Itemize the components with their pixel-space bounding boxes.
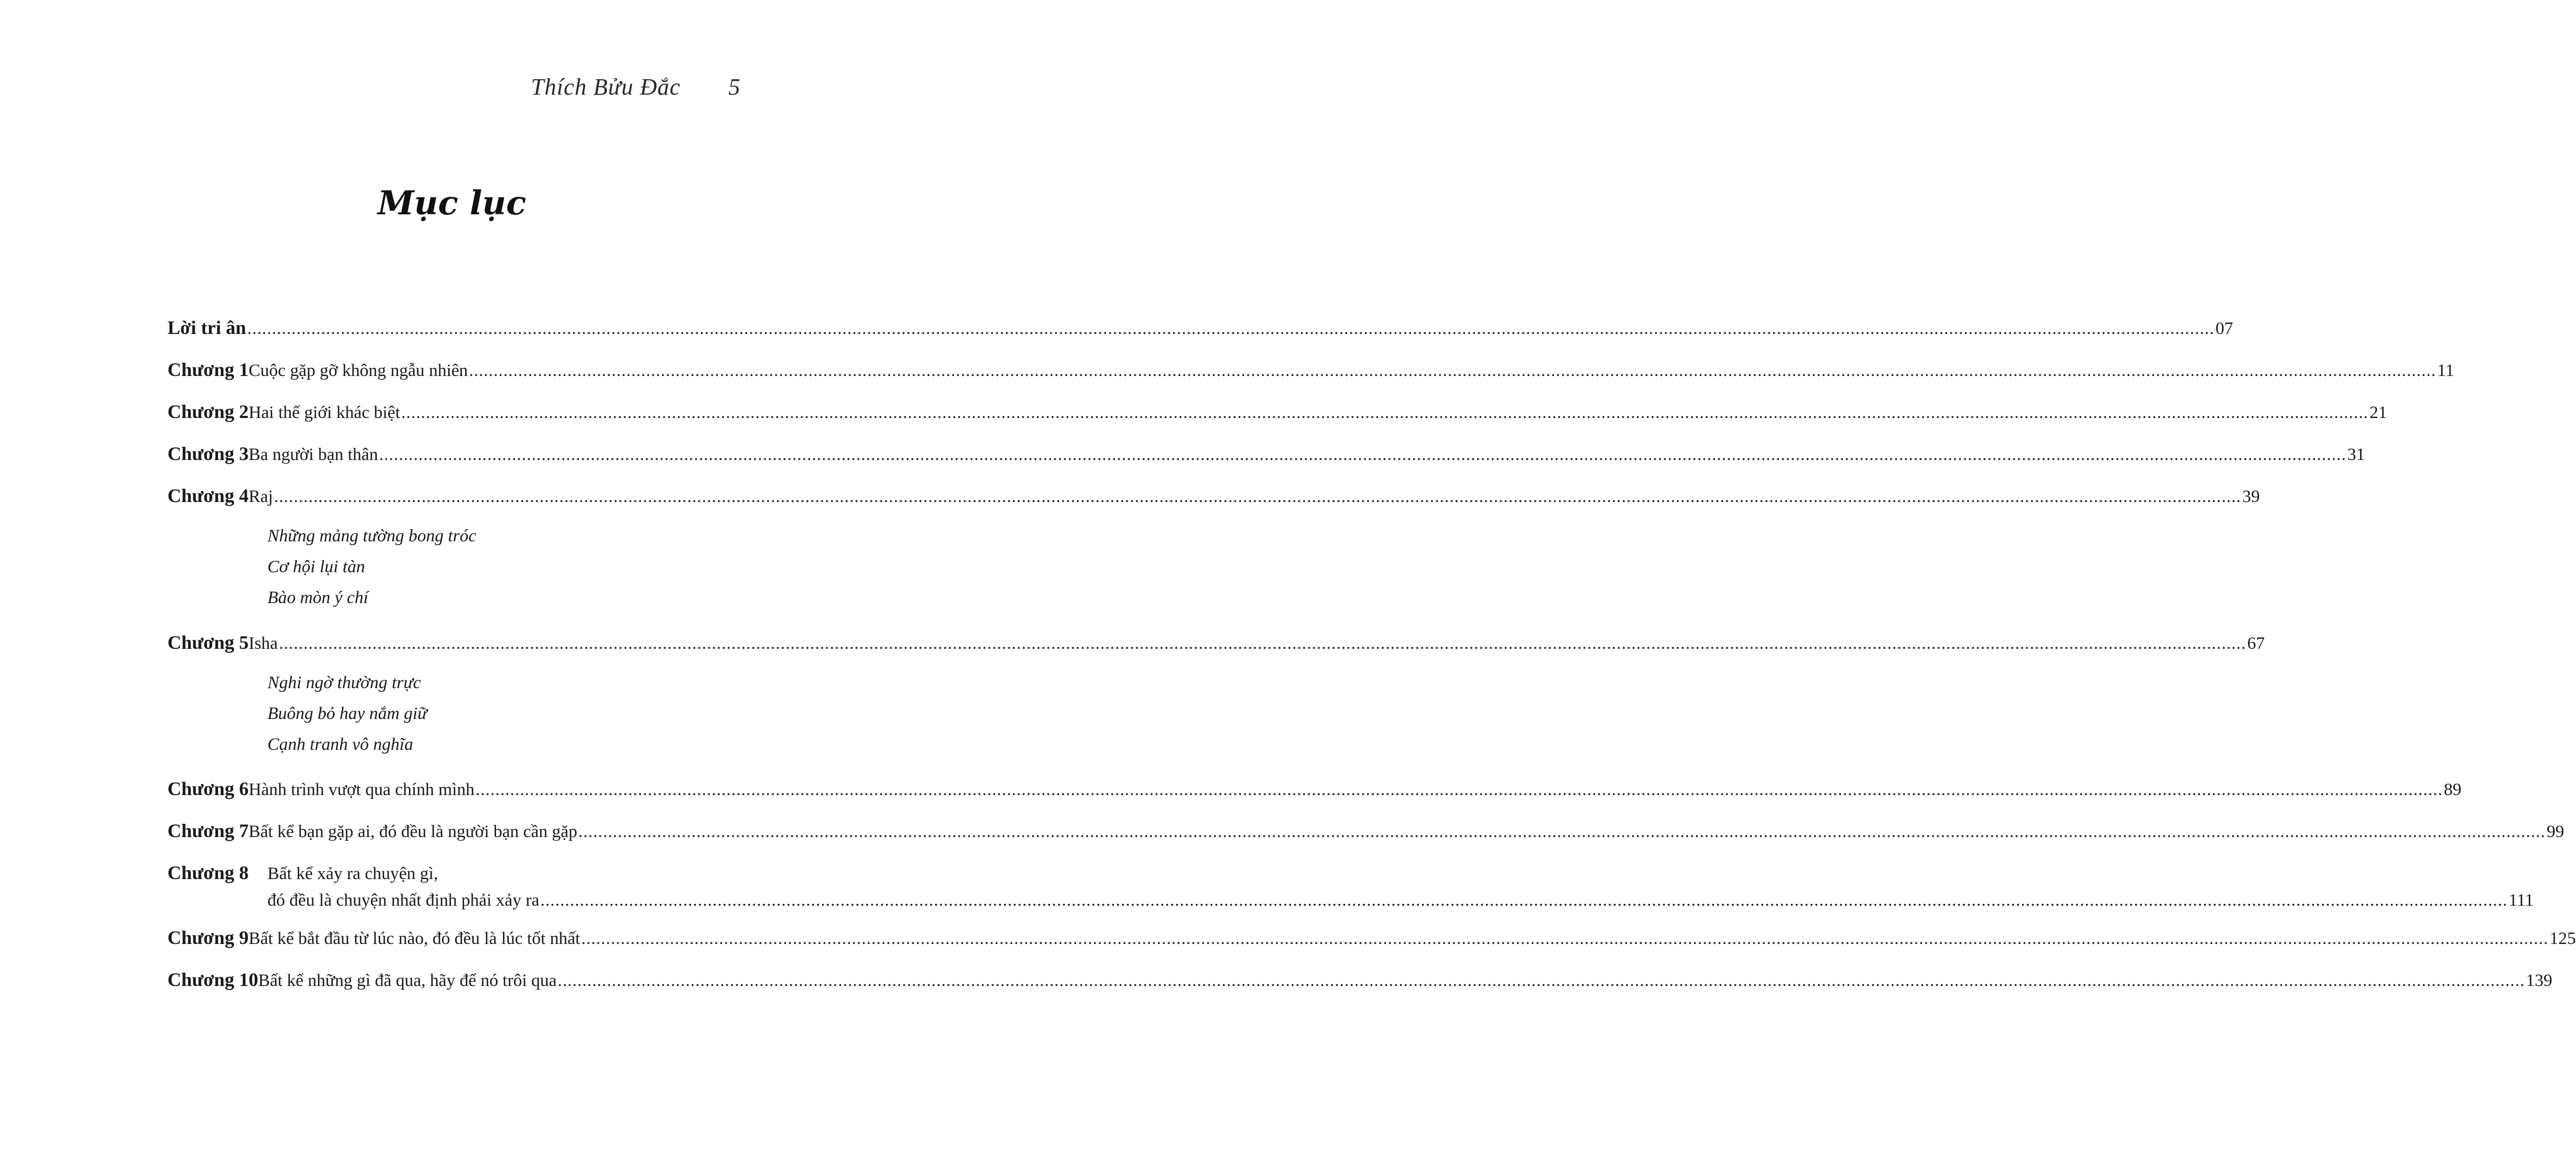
toc-entry-label: Chương 3: [167, 443, 249, 464]
toc-entry-title: Bất kể xảy ra chuyện gì,: [267, 864, 438, 883]
toc-subsection: Cạnh tranh vô nghĩa: [267, 735, 414, 754]
header-author: Thích Bửu Đắc: [531, 74, 681, 100]
toc-entry: [167, 358, 2454, 387]
toc-entry-page: 11: [2437, 361, 2454, 380]
toc-entry-title: Hai thế giới khác biệt: [248, 403, 400, 422]
dot-leader: ................................................................................................................................................................................................................................................................................................................................................................................................................: [279, 634, 2246, 653]
page-title: Mục lục: [377, 183, 526, 222]
toc-entry-title: Hành trình vượt qua chính mình: [248, 780, 475, 799]
toc-entry-page: 67: [2247, 634, 2265, 653]
dot-leader: ................................................................................................................................................................................................................................................................................................................................................................................................................: [401, 403, 2369, 422]
toc-entry-label: Chương 4: [167, 485, 249, 506]
dot-leader: ................................................................................................................................................................................................................................................................................................................................................................................................................: [540, 891, 2508, 910]
toc-entry: [167, 778, 2462, 806]
toc-entry-title-continued: đó đều là chuyện nhất định phải xảy ra: [267, 891, 540, 910]
toc-entry-title: Ba người bạn thân: [248, 445, 378, 464]
toc-entry: [167, 820, 2564, 848]
toc-entry-title: Bất kể bạn gặp ai, đó đều là người bạn cần gặp: [248, 822, 577, 841]
toc-subsection: Những mảng tường bong tróc: [267, 526, 476, 546]
toc-entry-label: Chương 10: [167, 969, 258, 990]
toc-entry-page: 07: [2215, 319, 2233, 338]
toc-entry-label: Chương 9: [167, 927, 249, 948]
toc-entry-title: Bất kể những gì đã qua, hãy để nó trôi qua: [258, 971, 557, 990]
toc-entry-page: 31: [2347, 445, 2365, 464]
toc-entry: [167, 631, 2265, 660]
toc-entry-label: Chương 2: [167, 401, 249, 422]
dot-leader: ................................................................................................................................................................................................................................................................................................................................................................................................................: [581, 929, 2549, 948]
toc-entry-label: Lời tri ân: [167, 317, 246, 338]
toc-entry-page: 125: [2549, 929, 2576, 948]
toc-entry-page: 99: [2546, 822, 2564, 841]
toc-entry-title: Cuộc gặp gỡ không ngẫu nhiên: [248, 361, 468, 380]
dot-leader: ................................................................................................................................................................................................................................................................................................................................................................................................................: [379, 445, 2346, 464]
toc-entry: [167, 862, 740, 890]
toc-entry-page: 139: [2525, 971, 2553, 990]
toc-subsection: Nghi ngờ thường trực: [267, 673, 421, 692]
toc-entry: [167, 484, 2260, 513]
dot-leader: ................................................................................................................................................................................................................................................................................................................................................................................................................: [578, 822, 2546, 841]
dot-leader: ................................................................................................................................................................................................................................................................................................................................................................................................................: [469, 361, 2437, 380]
toc-subsection: Buông bỏ hay nắm giữ: [267, 704, 427, 723]
dot-leader: ................................................................................................................................................................................................................................................................................................................................................................................................................: [247, 319, 2214, 338]
toc-entry-label: Chương 6: [167, 778, 249, 799]
toc-entry-page: 21: [2369, 403, 2387, 422]
dot-leader: ................................................................................................................................................................................................................................................................................................................................................................................................................: [475, 780, 2443, 799]
toc-subsection: Bào mòn ý chí: [267, 588, 368, 607]
toc-entry-title: Raj: [248, 487, 273, 506]
toc-entry-title: Bất kể bắt đầu từ lúc nào, đó đều là lúc tốt nhất: [248, 929, 581, 948]
toc-entry: [167, 400, 2387, 429]
toc-entry-title: Isha: [248, 634, 278, 653]
toc-entry: [167, 316, 2233, 345]
toc-entry: [167, 926, 2576, 955]
toc-entry-page: 89: [2444, 780, 2462, 799]
toc-entry-label: Chương 5: [167, 632, 249, 653]
toc-entry-page: 111: [2508, 891, 2534, 910]
toc-entry: [167, 968, 2553, 997]
toc-entry-label: Chương 1: [167, 359, 249, 380]
dot-leader: ................................................................................................................................................................................................................................................................................................................................................................................................................: [557, 971, 2525, 990]
toc-entry-label: Chương 8: [167, 862, 249, 883]
dot-leader: ................................................................................................................................................................................................................................................................................................................................................................................................................: [274, 487, 2242, 506]
toc-entry-continuation: [167, 891, 2534, 910]
toc-entry-page: 39: [2242, 487, 2260, 506]
toc-subsection: Cơ hội lụi tàn: [267, 557, 365, 576]
header-page-number: 5: [728, 74, 740, 100]
toc-entry: [167, 442, 2365, 471]
toc-entry-label: Chương 7: [167, 820, 249, 841]
